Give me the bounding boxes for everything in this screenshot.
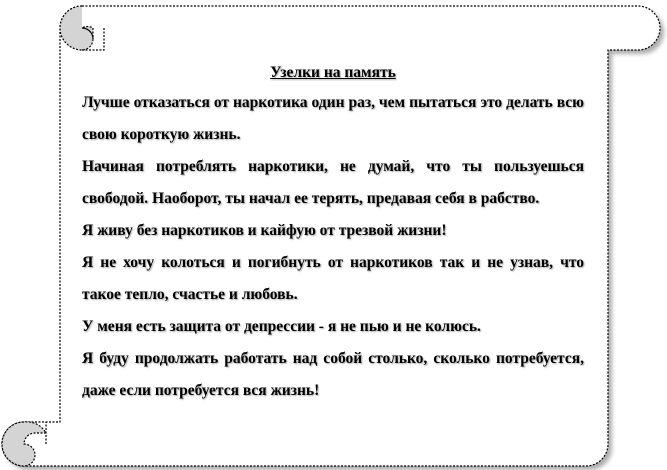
paragraph-5: У меня есть защита от депрессии - я не пью и не колюсь. xyxy=(82,318,481,335)
paragraph-4: Я не хочу колоться и погибнуть от наркотиков так и не узнав, что такое тепло, счастье и любовь. xyxy=(82,254,584,303)
paragraph-3: Я живу без наркотиков и кайфую от трезвой жизни! xyxy=(82,222,447,239)
paragraph-2: Начиная потреблять наркотики, не думай, что ты пользуешься свободой. Наоборот, ты начал ее терять, предавая себя в рабство. xyxy=(82,158,584,207)
paragraph-6: Я буду продолжать работать над собой столько, сколько потребуется, даже если потребуется вся жизнь! xyxy=(82,350,584,399)
document-title: Узелки на память xyxy=(270,64,396,81)
document-text xyxy=(82,61,584,407)
paragraph-1: Лучше отказаться от наркотика один раз, чем пытаться это делать всю свою короткую жизнь. xyxy=(82,94,584,143)
